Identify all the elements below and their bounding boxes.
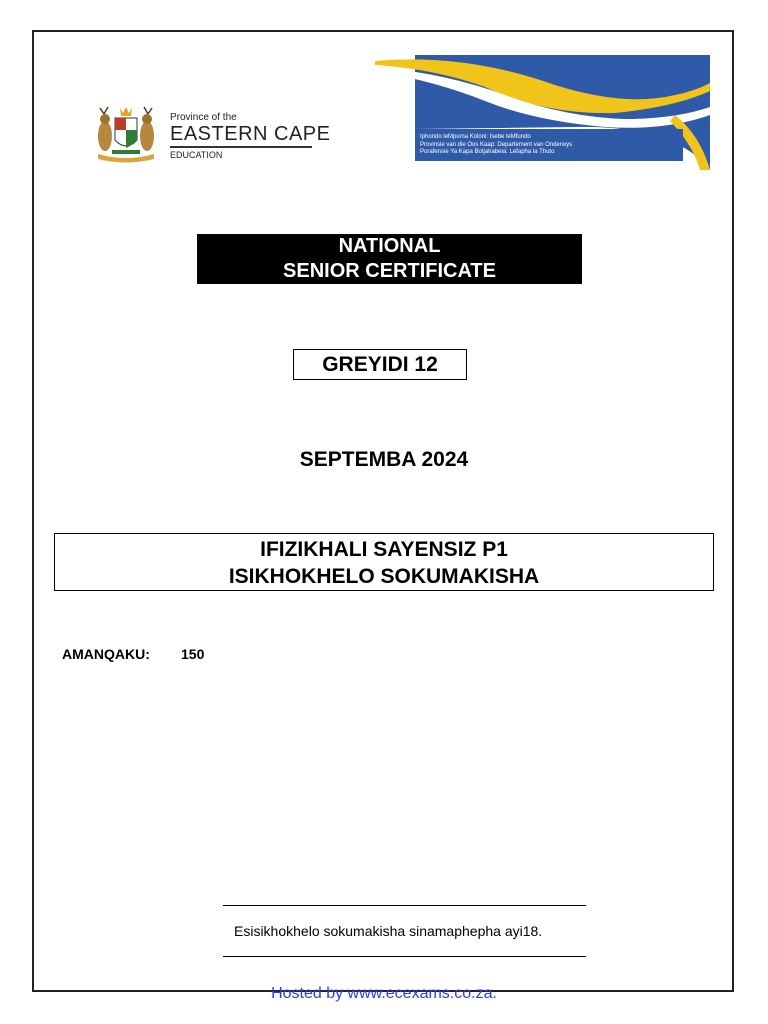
coat-of-arms-icon — [90, 106, 162, 164]
footer-rule-bottom — [223, 956, 586, 957]
page-border — [32, 30, 734, 992]
logo-divider — [170, 146, 312, 148]
nsc-title-line1: NATIONAL — [338, 235, 441, 257]
subject-line1: IFIZIKHALI SAYENSIZ P1 — [260, 538, 508, 561]
banner-department-names — [420, 134, 572, 157]
footer-rule-top — [223, 905, 586, 906]
hosted-by-link[interactable]: Hosted by www.ecexams.co.za. — [271, 985, 497, 1002]
eastern-cape-logo — [170, 112, 330, 160]
marks-label: AMANQAKU: — [62, 646, 150, 662]
exam-date: SEPTEMBA 2024 — [299, 448, 469, 471]
grade-box: GREYIDI 12 — [293, 349, 467, 380]
logo-province-text: Province of the — [170, 112, 237, 123]
pages-note: Esisikhokhelo sokumakisha sinamaphepha ayi18. — [234, 923, 543, 939]
nsc-title-box — [197, 234, 582, 284]
logo-education-text: EDUCATION — [170, 149, 223, 160]
logo-eastern-cape-text: EASTERN CAPE — [170, 123, 331, 145]
subject-line2: ISIKHOKHELO SOKUMAKISHA — [228, 565, 540, 588]
nsc-title-line2: SENIOR CERTIFICATE — [283, 260, 496, 282]
banner-line-sotho: Porafensie Ya Kapa Botjahabela: Lefapha la Thuto — [420, 149, 555, 155]
banner-line-xhosa: Iphondo leMpuma Koloni: Isebe leMfundo — [420, 134, 531, 140]
subject-box — [54, 533, 714, 591]
marks-value: 150 — [181, 646, 205, 662]
banner-line-afrikaans: Provinsie van die Oos Kaap: Departement van Onderwys — [420, 141, 573, 148]
